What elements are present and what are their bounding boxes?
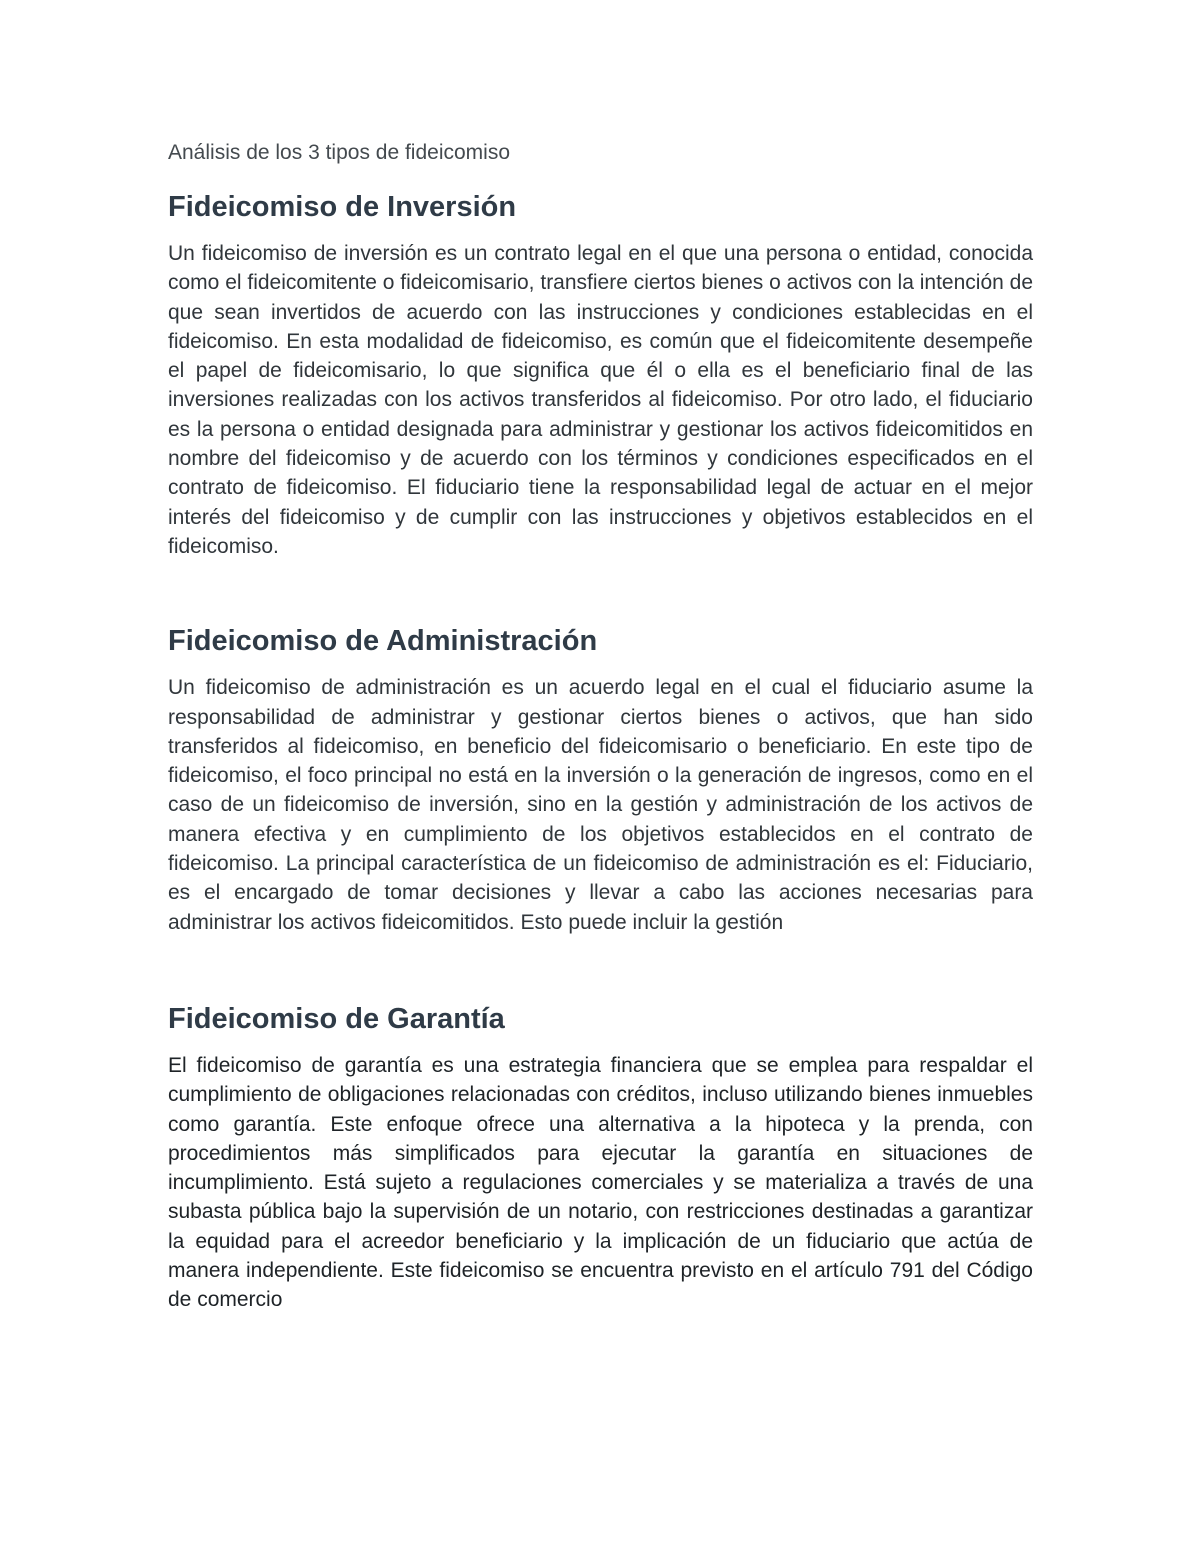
section-body-garantia: El fideicomiso de garantía es una estrategia financiera que se emplea para respaldar el cumplimiento de obligaciones relacionadas con créditos, incluso utilizando bienes inmuebles como garantía. Este enfoque ofrece una alternativa a la hipoteca y la prenda, con procedimientos más simplificados para ejecutar la garantía en situaciones de incumplimiento. Está sujeto a regulaciones comerciales y se materializa a través de una subasta pública bajo la supervisión de un notario, con restricciones destinadas a garantizar la equidad para el acreedor beneficiario y la implicación de un fiduciario que actúa de manera independiente. Este fideicomiso se encuentra previsto en el artículo 791 del Código de comercio <box>168 1053 1033 1312</box>
section-body-administracion: Un fideicomiso de administración es un acuerdo legal en el cual el fiduciario asume la responsabilidad de administrar y gestionar ciertos bienes o activos, que han sido transferidos al fideicomiso, en beneficio del fideicomisario o beneficiario. En este tipo de fideicomiso, el foco principal no está en la inversión o la generación de ingresos, como en el caso de un fideicomiso de inversión, sino en la gestión y administración de los activos de manera efectiva y en cumplimiento de los objetivos establecidos en el contrato de fideicomiso. La principal característica de un fideicomiso de administración es el: Fiduciario, es el encargado de tomar decisiones y llevar a cabo las acciones necesarias para administrar los activos fideicomitidos. Esto puede incluir la gestión <box>168 676 1033 934</box>
document-subtitle: Análisis de los 3 tipos de fideicomiso <box>168 141 511 164</box>
section-heading-inversion: Fideicomiso de Inversión <box>168 191 517 223</box>
section-heading-administracion: Fideicomiso de Administración <box>168 625 598 658</box>
section-body-inversion: Un fideicomiso de inversión es un contrato legal en el que una persona o entidad, conocida como el fideicomitente o fideicomisario, transfiere ciertos bienes o activos con la intención de que sean invertidos de acuerdo con las instrucciones y condiciones establecidas en el fideicomiso. En esta modalidad de fideicomiso, es común que el fideicomitente desempeñe el papel de fideicomisario, lo que significa que él o ella es el beneficiario final de las inversiones realizadas con los activos transferidos al fideicomiso. Por otro lado, el fiduciario es la persona o entidad designada para administrar y gestionar los activos fideicomitidos en nombre del fideicomiso y de acuerdo con los términos y condiciones especificados en el contrato de fideicomiso. El fiduciario tiene la responsabilidad legal de actuar en el mejor interés del fideicomiso y de cumplir con las instrucciones y objetivos establecidos en el fideicomiso. <box>168 242 1033 558</box>
section-heading-garantia: Fideicomiso de Garantía <box>168 1002 505 1035</box>
document-page <box>168 137 1033 1315</box>
